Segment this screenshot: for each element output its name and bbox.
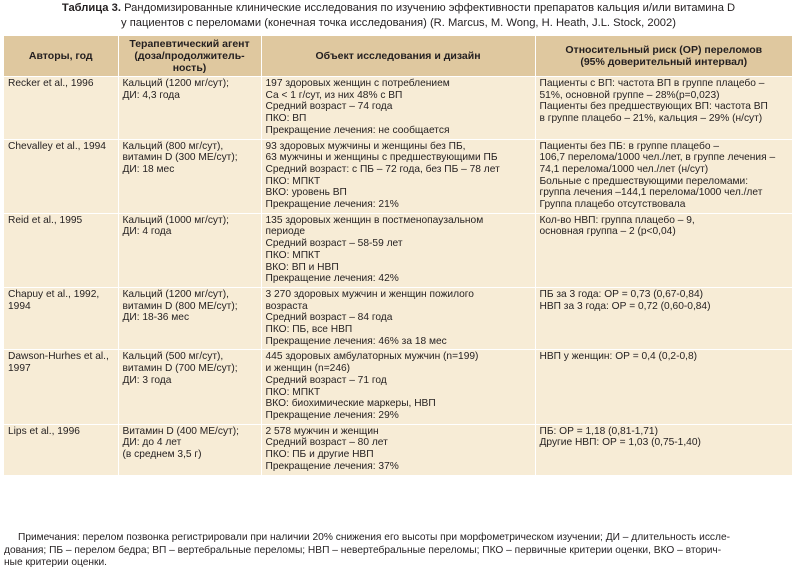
cell-risk [535, 287, 792, 350]
cell-line: ДИ: 18 мес [122, 163, 175, 175]
cell-line: Пациенты без предшествующих ВП: частота ВП [539, 101, 768, 113]
cell-line: Кол-во НВП: группа плацебо – 9, [539, 214, 695, 226]
cell-line: ДИ: 18-36 мес [122, 312, 190, 324]
cell-authors [4, 424, 118, 474]
cell-line: Кальций (800 мг/сут), [122, 140, 224, 152]
cell-line: ВКО: биохимические маркеры, НВП [265, 398, 436, 410]
table-row [4, 287, 792, 350]
header-row [4, 36, 792, 77]
cell-line: 1994 [8, 300, 31, 312]
cell-line: Пациенты без ПБ: в группе плацебо – [539, 140, 719, 152]
table-row [4, 213, 792, 287]
cell-line: Прекращение лечения: не сообщается [265, 124, 450, 136]
cell-line: ДИ: 3 года [122, 374, 172, 386]
cell-design [261, 350, 535, 424]
cell-line: ПКО: ПБ, все НВП [265, 324, 353, 336]
cell-line: Группа плацебо отсутствовала [539, 199, 686, 211]
notes-label: Примечания: [18, 532, 80, 543]
notes-text-3: ные критерии оценки. [4, 557, 108, 568]
cell-agent [118, 139, 261, 213]
cell-line: ВКО: ВП и НВП [265, 261, 339, 273]
cell-line: Прекращение лечения: 42% [265, 273, 399, 285]
cell-line: витамин D (800 МЕ/сут); [122, 300, 238, 312]
header-agent-line: Терапевтический агент [129, 38, 250, 50]
studies-table [4, 36, 792, 475]
cell-design [261, 77, 535, 140]
cell-line: Кальций (1200 мг/сут), [122, 288, 229, 300]
cell-line: ПКО: ПБ и другие НВП [265, 449, 374, 461]
cell-authors [4, 77, 118, 140]
notes-text-1: перелом позвонка регистрировали при наличии 20% снижения его высоты при морфометрическом изучении; ДИ – длительность иссле- [82, 532, 731, 543]
cell-agent [118, 213, 261, 287]
cell-line: 197 здоровых женщин с потреблением [265, 78, 450, 89]
cell-risk [535, 350, 792, 424]
cell-line: витамин D (300 МЕ/сут); [122, 152, 238, 164]
cell-line: 135 здоровых женщин в постменопаузальном [265, 214, 484, 226]
table-row [4, 350, 792, 424]
table-row [4, 139, 792, 213]
cell-line: ДИ: до 4 лет [122, 437, 182, 449]
cell-line: ПБ: ОР = 1,18 (0,81-1,71) [539, 425, 658, 437]
cell-authors [4, 287, 118, 350]
table-header [4, 36, 792, 77]
cell-line: ВКО: уровень ВП [265, 187, 347, 199]
header-risk-line: Относительный риск (ОР) переломов [565, 44, 763, 56]
cell-line: ПКО: ВП [265, 113, 307, 125]
cell-design [261, 287, 535, 350]
cell-line: группа лечения –144,1 перелома/1000 чел./лет [539, 187, 763, 199]
header-agent [118, 36, 261, 77]
cell-agent [118, 350, 261, 424]
cell-line: (в среднем 3,5 г) [122, 449, 202, 461]
cell-line: 106,7 перелома/1000 чел./лет, в группе лечения – [539, 152, 776, 164]
cell-line: Средний возраст – 74 года [265, 101, 393, 113]
cell-risk [535, 213, 792, 287]
cell-line: Dawson-Hurhes et al., [8, 351, 109, 363]
table-row [4, 77, 792, 140]
caption-source: (R. Marcus, M. Wong, H. Heath, J.L. Stock, 2002) [429, 16, 676, 29]
cell-line: 93 здоровых мужчины и женщины без ПБ, [265, 140, 466, 152]
cell-line: Средний возраст – 58-59 лет [265, 238, 403, 250]
table-body [4, 77, 792, 475]
cell-line: НВП за 3 года: ОР = 0,72 (0,60-0,84) [539, 300, 711, 312]
cell-line: периоде [265, 226, 306, 238]
header-agent-line: ность) [172, 62, 207, 74]
cell-line: в группе плацебо – 21%, кальция – 29% (н/сут) [539, 113, 763, 125]
cell-line: Са < 1 г/сут, из них 48% с ВП [265, 89, 403, 101]
caption-label: Таблица 3. [61, 2, 121, 14]
cell-line: Средний возраст – 71 год [265, 374, 387, 386]
cell-line: ПКО: МПКТ [265, 249, 321, 261]
cell-authors [4, 139, 118, 213]
caption-title-line-1: Рандомизированные клинические исследования по изучению эффективности препаратов кальция и/или витамина D [124, 2, 736, 14]
cell-line: Другие НВП: ОР = 1,03 (0,75-1,40) [539, 437, 701, 449]
caption-line-1 [0, 1, 797, 16]
cell-authors [4, 213, 118, 287]
table-caption [0, 0, 797, 30]
cell-risk [535, 424, 792, 474]
cell-line: ПКО: МПКТ [265, 175, 321, 187]
cell-line: 51%, основной группе – 28%(р=0,023) [539, 89, 720, 101]
cell-line: ПКО: МПКТ [265, 386, 321, 398]
cell-line: 445 здоровых амбулаторных мужчин (n=199) [265, 351, 479, 363]
cell-line: ДИ: 4 года [122, 226, 172, 238]
cell-line: Кальций (1000 мг/сут); [122, 214, 229, 226]
cell-risk [535, 139, 792, 213]
cell-agent [118, 77, 261, 140]
cell-line: витамин D (700 МЕ/сут); [122, 363, 238, 375]
cell-line: НВП у женщин: ОР = 0,4 (0,2-0,8) [539, 351, 698, 363]
header-risk [535, 36, 792, 77]
cell-line: Recker et al., 1996 [8, 78, 94, 89]
cell-line: основная группа – 2 (р<0,04) [539, 226, 676, 238]
header-design: Объект исследования и дизайн [261, 36, 535, 77]
cell-line: Средний возраст: с ПБ – 72 года, без ПБ – 78 лет [265, 163, 500, 175]
notes-line-1 [4, 532, 794, 545]
table-row [4, 424, 792, 474]
cell-risk [535, 77, 792, 140]
cell-line: Прекращение лечения: 29% [265, 409, 399, 421]
cell-line: 3 270 здоровых мужчин и женщин пожилого [265, 288, 474, 300]
cell-line: Пациенты с ВП: частота ВП в группе плацебо – [539, 78, 765, 89]
cell-line: ДИ: 4,3 года [122, 89, 180, 101]
cell-agent [118, 424, 261, 474]
cell-line: и женщин (n=246) [265, 363, 351, 375]
cell-line: Chevalley et al., 1994 [8, 140, 106, 152]
cell-line: Reid et al., 1995 [8, 214, 83, 226]
caption-title-line-2: у пациентов с переломами (конечная точка исследования) [121, 16, 427, 29]
cell-line: возраста [265, 300, 308, 312]
notes-text-2: дования; ПБ – перелом бедра; ВП – вертебральные переломы; НВП – невертебральные переломы; ПКО – первичные критерии оценки, ВКО – вторич- [4, 544, 722, 556]
cell-line: Chapuy et al., 1992, [8, 288, 100, 300]
header-authors: Авторы, год [4, 36, 118, 77]
cell-line: ПБ за 3 года: ОР = 0,73 (0,67-0,84) [539, 288, 704, 300]
cell-line: 74,1 перелома/1000 чел./лет (н/сут) [539, 163, 709, 175]
cell-line: 2 578 мужчин и женщин [265, 425, 379, 437]
cell-line: Прекращение лечения: 46% за 18 мес [265, 335, 447, 347]
cell-line: Lips et al., 1996 [8, 425, 80, 437]
cell-line: Средний возраст – 84 года [265, 312, 393, 324]
cell-line: Кальций (1200 мг/сут); [122, 78, 229, 89]
header-risk-line: (95% доверительный интервал) [580, 56, 748, 68]
cell-line: 1997 [8, 363, 31, 375]
cell-line: Прекращение лечения: 37% [265, 460, 399, 472]
cell-agent [118, 287, 261, 350]
header-agent-line: (доза/продолжитель- [134, 50, 245, 62]
caption-line-2 [0, 16, 797, 31]
cell-line: Больные с предшествующими переломами: [539, 175, 749, 187]
cell-line: Кальций (500 мг/сут), [122, 351, 224, 363]
cell-line: Прекращение лечения: 21% [265, 199, 399, 211]
cell-line: Витамин D (400 МЕ/сут); [122, 425, 239, 437]
cell-design [261, 213, 535, 287]
table-notes [0, 532, 794, 570]
cell-authors [4, 350, 118, 424]
cell-line: Средний возраст – 80 лет [265, 437, 388, 449]
cell-line: 63 мужчины и женщины с предшествующими ПБ [265, 152, 498, 164]
cell-design [261, 424, 535, 474]
cell-design [261, 139, 535, 213]
